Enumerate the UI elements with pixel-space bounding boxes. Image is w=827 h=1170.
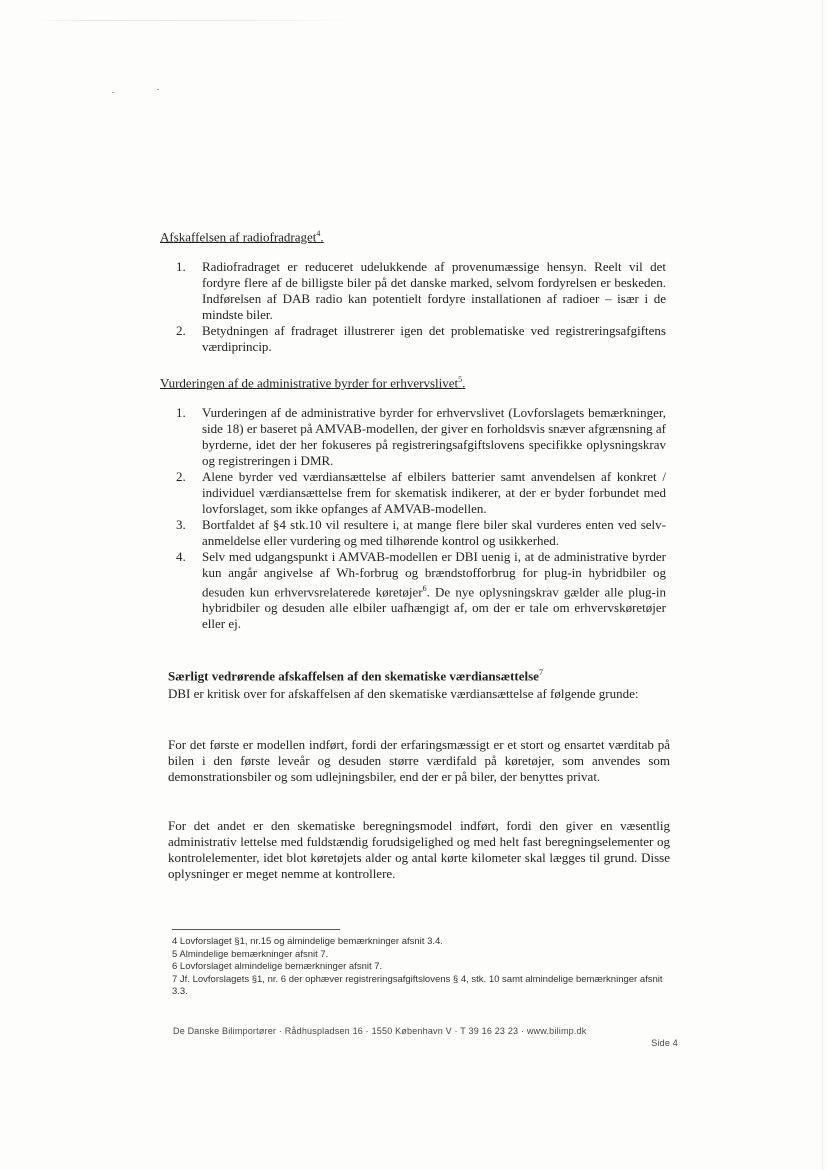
scan-speck [157,89,159,90]
footnote: 7 Jf. Lovforslagets §1, nr. 6 der ophæver registreringsafgiftslovens § 4, stk. 10 samt almindelige bemærkninger afsnit 3.3. [172,973,663,997]
footnote-divider [172,929,340,930]
list-item: 2. Alene byrder ved værdiansættelse af elbilers batterier samt anvendelsen af konkret / individuel værdiansættelse frem for skematisk indikerer, at der er byder forbundet med lovforslaget, som ikke opfanges af AMVAB-modellen. [176,469,666,516]
list-item: 1. Vurderingen af de administrative byrder for erhvervslivet (Lovforslagets bemærkninger, side 18) er baseret på AMVAB-modellen, der giver en forholdsvis snæver afgrænsning af byrderne, idet der her fokuseres på registreringsafgiftslovens specifikke oplysningskrav og registreringen i DMR. [176,405,666,468]
list-item: 2. Betydningen af fradraget illustrerer igen det problematiske ved registreringsafgiftens værdiprincip. [176,323,666,354]
radiofradrag-list [176,259,666,355]
page-number: Side 4 [651,1038,678,1048]
footnote: 6 Lovforslaget almindelige bemærkninger afsnit 7. [172,961,383,972]
footnotes [172,936,672,999]
paragraph: DBI er kritisk over for afskaffelsen af den skematiske værdiansættelse af følgende grunde: [168,686,639,701]
scan-artifact-line [30,20,350,21]
footnote: 4 Lovforslaget §1, nr.15 og almindelige bemærkninger afsnit 3.4. [172,936,443,947]
list-item: 1. Radiofradraget er reduceret udelukkende af provenumæssige hensyn. Reelt vil det fordyre flere af de billigste biler på det danske marked, selvom fordyrelsen er beskeden. Indførelsen af DAB radio kan potentielt fordyre installationen af radioer – især i de mindste biler. [176,259,666,322]
paragraph: For det første er modellen indført, fordi der erfaringsmæssigt er et stort og ensartet værditab på bilen i den første leveår og desuden større værdifald på køretøjer, som anvendes som demonstrationsbiler og som udlejningsbiler, end der er på biler, der benyttes privat. [168,737,670,784]
administrative-byrder-list [176,405,666,632]
page-footer [173,1026,678,1048]
section-heading-administrative-byrder: Vurderingen af de administrative byrder for erhvervslivet$^5$. [160,375,466,391]
footer-contact: De Danske Bilimportører · Rådhuspladsen 16 · 1550 København V · T 39 16 23 23 · www.bilimp.dk [173,1026,587,1036]
paragraph: For det andet er den skematiske beregningsmodel indført, fordi den giver en væsentlig administrativ lettelse med fuldstændig forudsigelighed og med helt fast beregningselementer og kontrolelementer, idet blot køretøjets alder og antal kørte kilometer skal lægges til grund. Disse oplysninger er meget nemme at kontrollere. [168,818,670,881]
list-item: 4. Selv med udgangspunkt i AMVAB-modellen er DBI uenig i, at de administrative byrder kun angår angivelse af Wh-forbrug og brændstofforbrug for plug-in hybridbiler og desuden kun erhvervsrelaterede køretøjer$^6$. De nye oplysningskrav gælder alle plug-in hybridbiler og desuden alle elbiler uafhængigt af, om der er tale om erhvervskøretøjer eller ej. [176,549,666,632]
scan-speck [112,92,114,93]
list-item: 3. Bortfaldet af §4 stk.10 vil resultere i, at mange flere biler skal vurderes enten ved selv-anmeldelse eller vurdering og med tilhørende kontrol og usikkerhed. [176,517,666,548]
footnote: 5 Almindelige bemærkninger afsnit 7. [172,948,329,960]
section-heading-radiofradrag: Afskaffelsen af radiofradraget$^4$. [160,229,324,245]
scan-edge [822,0,823,1170]
section-heading-skematisk-vaerdiansaettelse: Særligt vedrørende afskaffelsen af den skematiske værdiansættelse$^7$ [168,668,543,684]
